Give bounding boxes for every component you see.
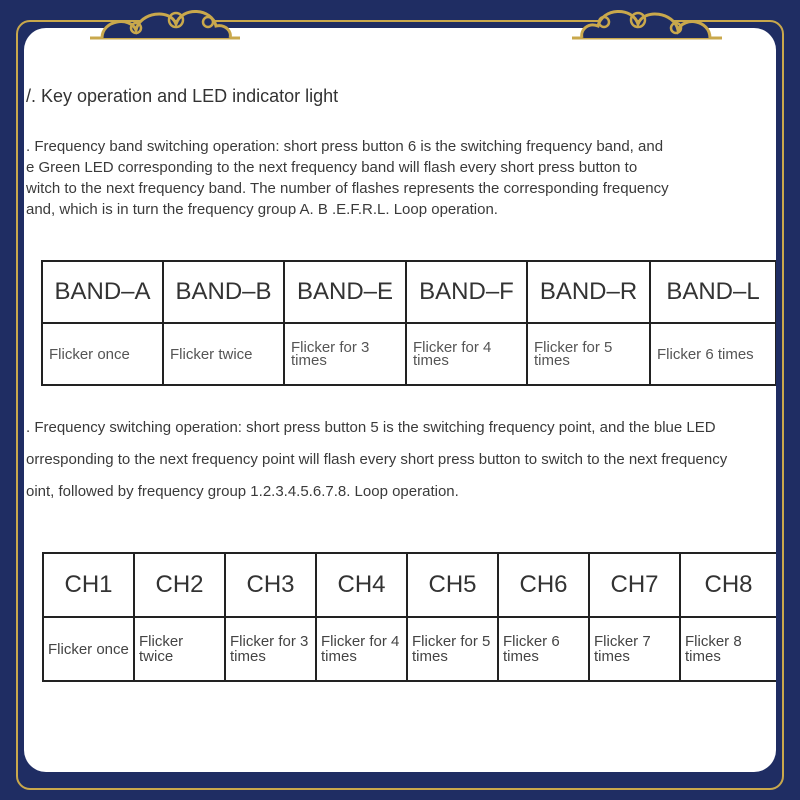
paragraph-line: and, which is in turn the frequency group A. B .E.F.R.L. Loop operation. <box>26 201 498 218</box>
band-flicker-cell: Flicker once <box>42 323 163 385</box>
paragraph-line: . Frequency switching operation: short press button 5 is the switching frequency point, and the blue LED <box>26 419 716 436</box>
channel-header-cell: CH5 <box>407 553 498 617</box>
band-header-cell: BAND–L <box>650 261 776 323</box>
band-header-cell: BAND–F <box>406 261 527 323</box>
channel-flicker-cell: Flicker 8 times <box>680 617 776 681</box>
band-header-row <box>42 261 776 323</box>
channel-header-cell: CH3 <box>225 553 316 617</box>
paragraph-line: oint, followed by frequency group 1.2.3.4.5.6.7.8. Loop operation. <box>26 483 459 500</box>
band-switching-paragraph <box>26 136 669 220</box>
band-flicker-cell: Flicker twice <box>163 323 284 385</box>
document-body <box>24 28 776 772</box>
paragraph-line: orresponding to the next frequency point will flash every short press button to switch to the next frequency <box>26 451 728 468</box>
channel-flicker-cell: Flicker 7 times <box>589 617 680 681</box>
channel-flicker-cell: Flicker once <box>43 617 134 681</box>
band-flicker-cell: Flicker for 5 times <box>527 323 650 385</box>
paragraph-line: witch to the next frequency band. The number of flashes represents the corresponding frequency <box>26 180 669 197</box>
band-table <box>41 260 776 386</box>
frequency-switching-paragraph <box>26 412 727 508</box>
band-header-cell: BAND–A <box>42 261 163 323</box>
channel-flicker-cell: Flicker 6 times <box>498 617 589 681</box>
band-header-cell: BAND–R <box>527 261 650 323</box>
band-header-cell: BAND–E <box>284 261 406 323</box>
channel-flicker-cell: Flicker twice <box>134 617 225 681</box>
channel-header-cell: CH2 <box>134 553 225 617</box>
paragraph-line: e Green LED corresponding to the next frequency band will flash every short press button to <box>26 159 638 176</box>
band-flicker-cell: Flicker 6 times <box>650 323 776 385</box>
channel-header-cell: CH8 <box>680 553 776 617</box>
channel-header-row <box>43 553 776 617</box>
paragraph-line: . Frequency band switching operation: short press button 6 is the switching frequency band, and <box>26 138 664 155</box>
band-flicker-cell: Flicker for 4 times <box>406 323 527 385</box>
cloud-ornament-right <box>572 0 722 52</box>
channel-header-cell: CH7 <box>589 553 680 617</box>
channel-flicker-cell: Flicker for 5 times <box>407 617 498 681</box>
channel-header-cell: CH4 <box>316 553 407 617</box>
channel-header-cell: CH6 <box>498 553 589 617</box>
channel-table <box>42 552 776 682</box>
content-panel <box>24 28 776 772</box>
band-flicker-row <box>42 323 776 385</box>
channel-flicker-cell: Flicker for 4 times <box>316 617 407 681</box>
band-header-cell: BAND–B <box>163 261 284 323</box>
channel-header-cell: CH1 <box>43 553 134 617</box>
band-flicker-cell: Flicker for 3 times <box>284 323 406 385</box>
cloud-ornament-left <box>90 0 240 52</box>
channel-flicker-cell: Flicker for 3 times <box>225 617 316 681</box>
channel-flicker-row <box>43 617 776 681</box>
section-heading: /. Key operation and LED indicator light <box>26 86 339 106</box>
